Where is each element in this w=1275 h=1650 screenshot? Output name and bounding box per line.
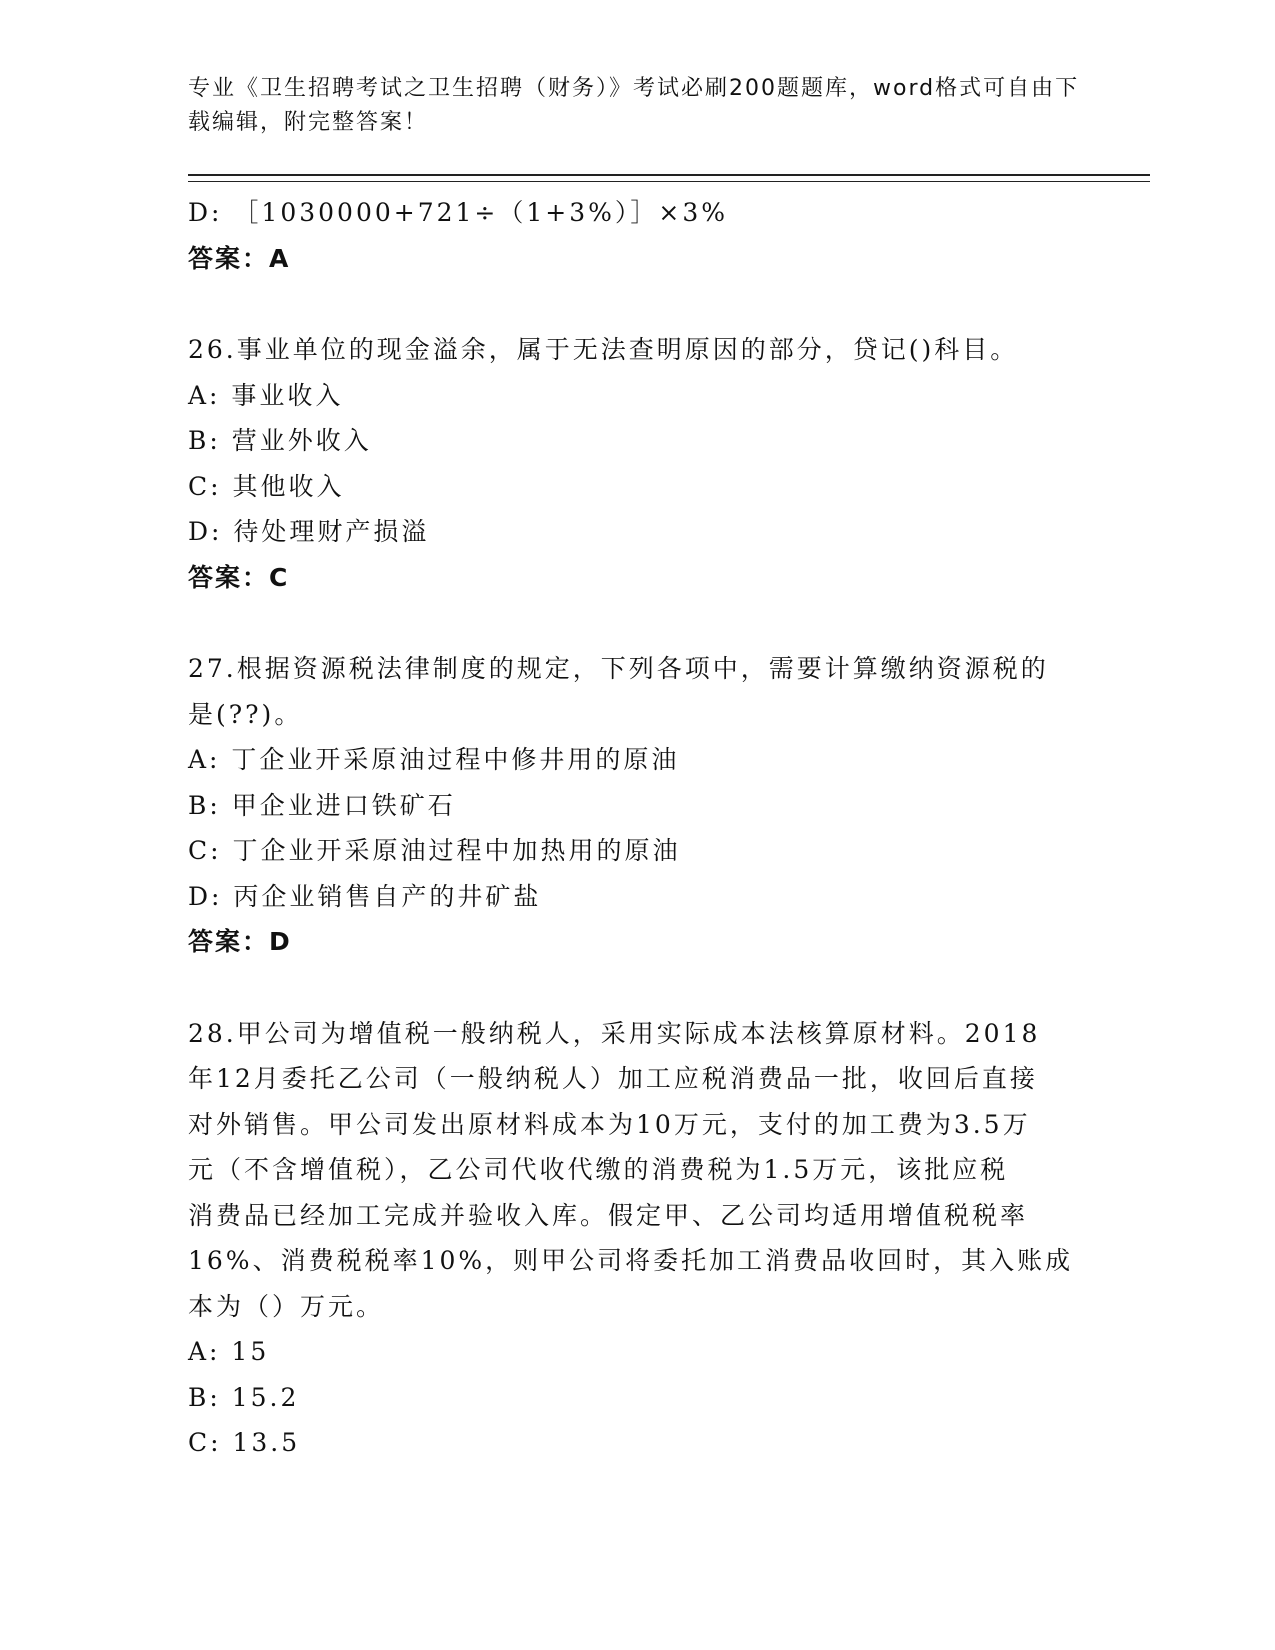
header-rule-thin	[188, 181, 1150, 182]
question-26	[188, 327, 1088, 600]
question-stem-line-1: 28.甲公司为增值税一般纳税人，采用实际成本法核算原材料。2018	[188, 1018, 1041, 1048]
option-c: C: 丁企业开采原油过程中加热用的原油	[188, 836, 681, 865]
question-stem-line-6: 16%、消费税税率10%，则甲公司将委托加工消费品收回时，其入账成	[188, 1246, 1074, 1275]
option-a: A: 丁企业开采原油过程中修井用的原油	[188, 745, 680, 774]
spacer	[188, 281, 1088, 327]
question-stem-line-3: 对外销售。甲公司发出原材料成本为10万元，支付的加工费为3.5万	[188, 1109, 1031, 1139]
option-b: B: 营业外收入	[188, 426, 372, 455]
option-a: A: 15	[188, 1337, 270, 1366]
question-stem-line-5: 消费品已经加工完成并验收入库。假定甲、乙公司均适用增值税税率	[188, 1200, 1029, 1230]
header-title: 专业《卫生招聘考试之卫生招聘（财务）》考试必刷200题题库，word格式可自由下载编辑，附完整答案！	[188, 76, 1080, 135]
answer: 答案：C	[188, 562, 290, 592]
option-b: B: 15.2	[188, 1382, 300, 1412]
option-c: C: 13.5	[188, 1428, 301, 1457]
question-28	[188, 1011, 1088, 1466]
question-stem: 26.事业单位的现金溢余，属于无法查明原因的部分，贷记()科目。	[188, 335, 1019, 364]
question-stem-line-1: 27.根据资源税法律制度的规定，下列各项中，需要计算缴纳资源税的	[188, 654, 1049, 683]
document-header	[188, 72, 1088, 140]
answer: 答案：D	[188, 927, 292, 956]
option-a: A: 事业收入	[188, 380, 344, 410]
question-content	[188, 190, 1088, 1466]
option-b: B: 甲企业进口铁矿石	[188, 790, 456, 820]
option-d: D: 待处理财产损溢	[188, 517, 430, 546]
question-stem-line-7: 本为（）万元。	[188, 1291, 385, 1321]
question-27	[188, 646, 1088, 965]
spacer	[188, 965, 1088, 1011]
header-rule-thick	[188, 174, 1150, 176]
question-stem-line-2: 年12月委托乙公司（一般纳税人）加工应税消费品一批，收回后直接	[188, 1064, 1038, 1093]
option-d: D: 丙企业销售自产的井矿盐	[188, 881, 542, 911]
spacer	[188, 600, 1088, 646]
prev-answer: 答案：A	[188, 243, 291, 273]
prev-option-d: D: ［1030000+721÷（1+3%）］×3%	[188, 198, 728, 227]
option-c: C: 其他收入	[188, 471, 345, 501]
question-stem-line-2: 是(??)。	[188, 699, 303, 729]
question-stem-line-4: 元（不含增值税），乙公司代收代缴的消费税为1.5万元，该批应税	[188, 1155, 1009, 1184]
